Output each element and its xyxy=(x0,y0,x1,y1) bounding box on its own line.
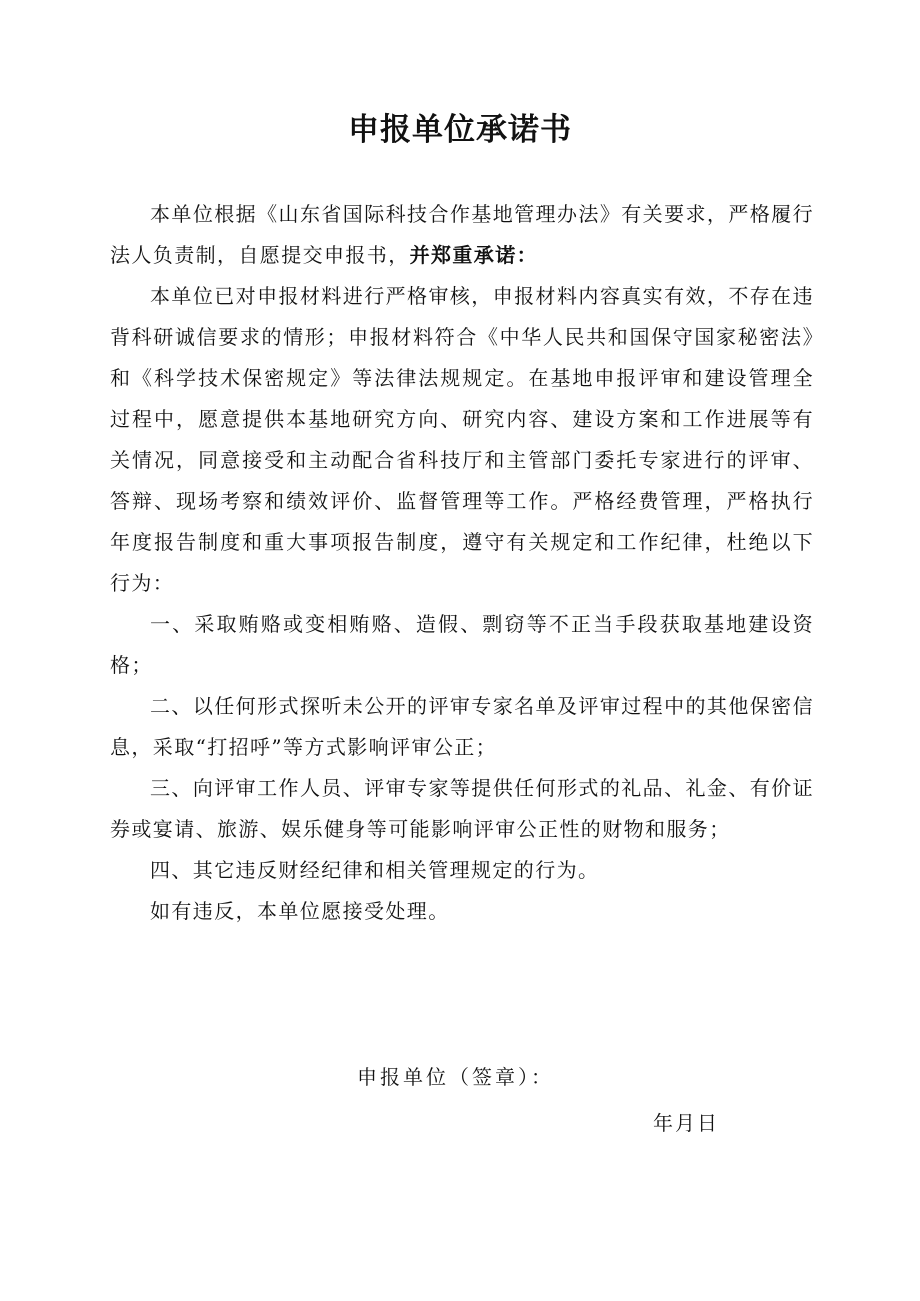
signature-label: 申报单位（签章）： xyxy=(357,1065,554,1089)
intro-paragraph xyxy=(110,194,814,276)
pledge-heading: 并郑重承诺： xyxy=(409,243,539,267)
commitment-paragraph: 本单位已对申报材料进行严格审核，申报材料内容真实有效，不存在违背科研诚信要求的情形；申报材料符合《中华人民共和国保守国家秘密法》和《科学技术保密规定》等法律法规规定。在基地申报评审和建设管理全过程中，愿意提供本基地研究方向、研究内容、建设方案和工作进展等有关情况，同意接受和主动配合省科技厅和主管部门委托专家进行的评审、答辩、现场考察和绩效评价、监督管理等工作。严格经费管理，严格执行年度报告制度和重大事项报告制度，遵守有关规定和工作纪律，杜绝以下行为： xyxy=(110,284,814,595)
document-body xyxy=(110,194,814,932)
document-title: 申报单位承诺书 xyxy=(348,112,572,148)
prohibited-item-2: 二、以任何形式探听未公开的评审专家名单及评审过程中的其他保密信息，采取“打招呼”等方式影响评审公正； xyxy=(110,694,814,759)
prohibited-item-1: 一、采取贿赂或变相贿赂、造假、剽窃等不正当手段获取基地建设资格； xyxy=(110,612,814,677)
closing-statement: 如有违反，本单位愿接受处理。 xyxy=(150,899,450,923)
prohibited-item-4: 四、其它违反财经纪律和相关管理规定的行为。 xyxy=(150,858,600,882)
date-label: 年月日 xyxy=(653,1111,719,1135)
prohibited-item-3: 三、向评审工作人员、评审专家等提供任何形式的礼品、礼金、有价证券或宴请、旅游、娱乐健身等可能影响评审公正性的财物和服务； xyxy=(110,776,814,841)
intro-text: 本单位根据《山东省国际科技合作基地管理办法》有关要求，严格履行法人负责制，自愿提交申报书， xyxy=(110,202,814,267)
